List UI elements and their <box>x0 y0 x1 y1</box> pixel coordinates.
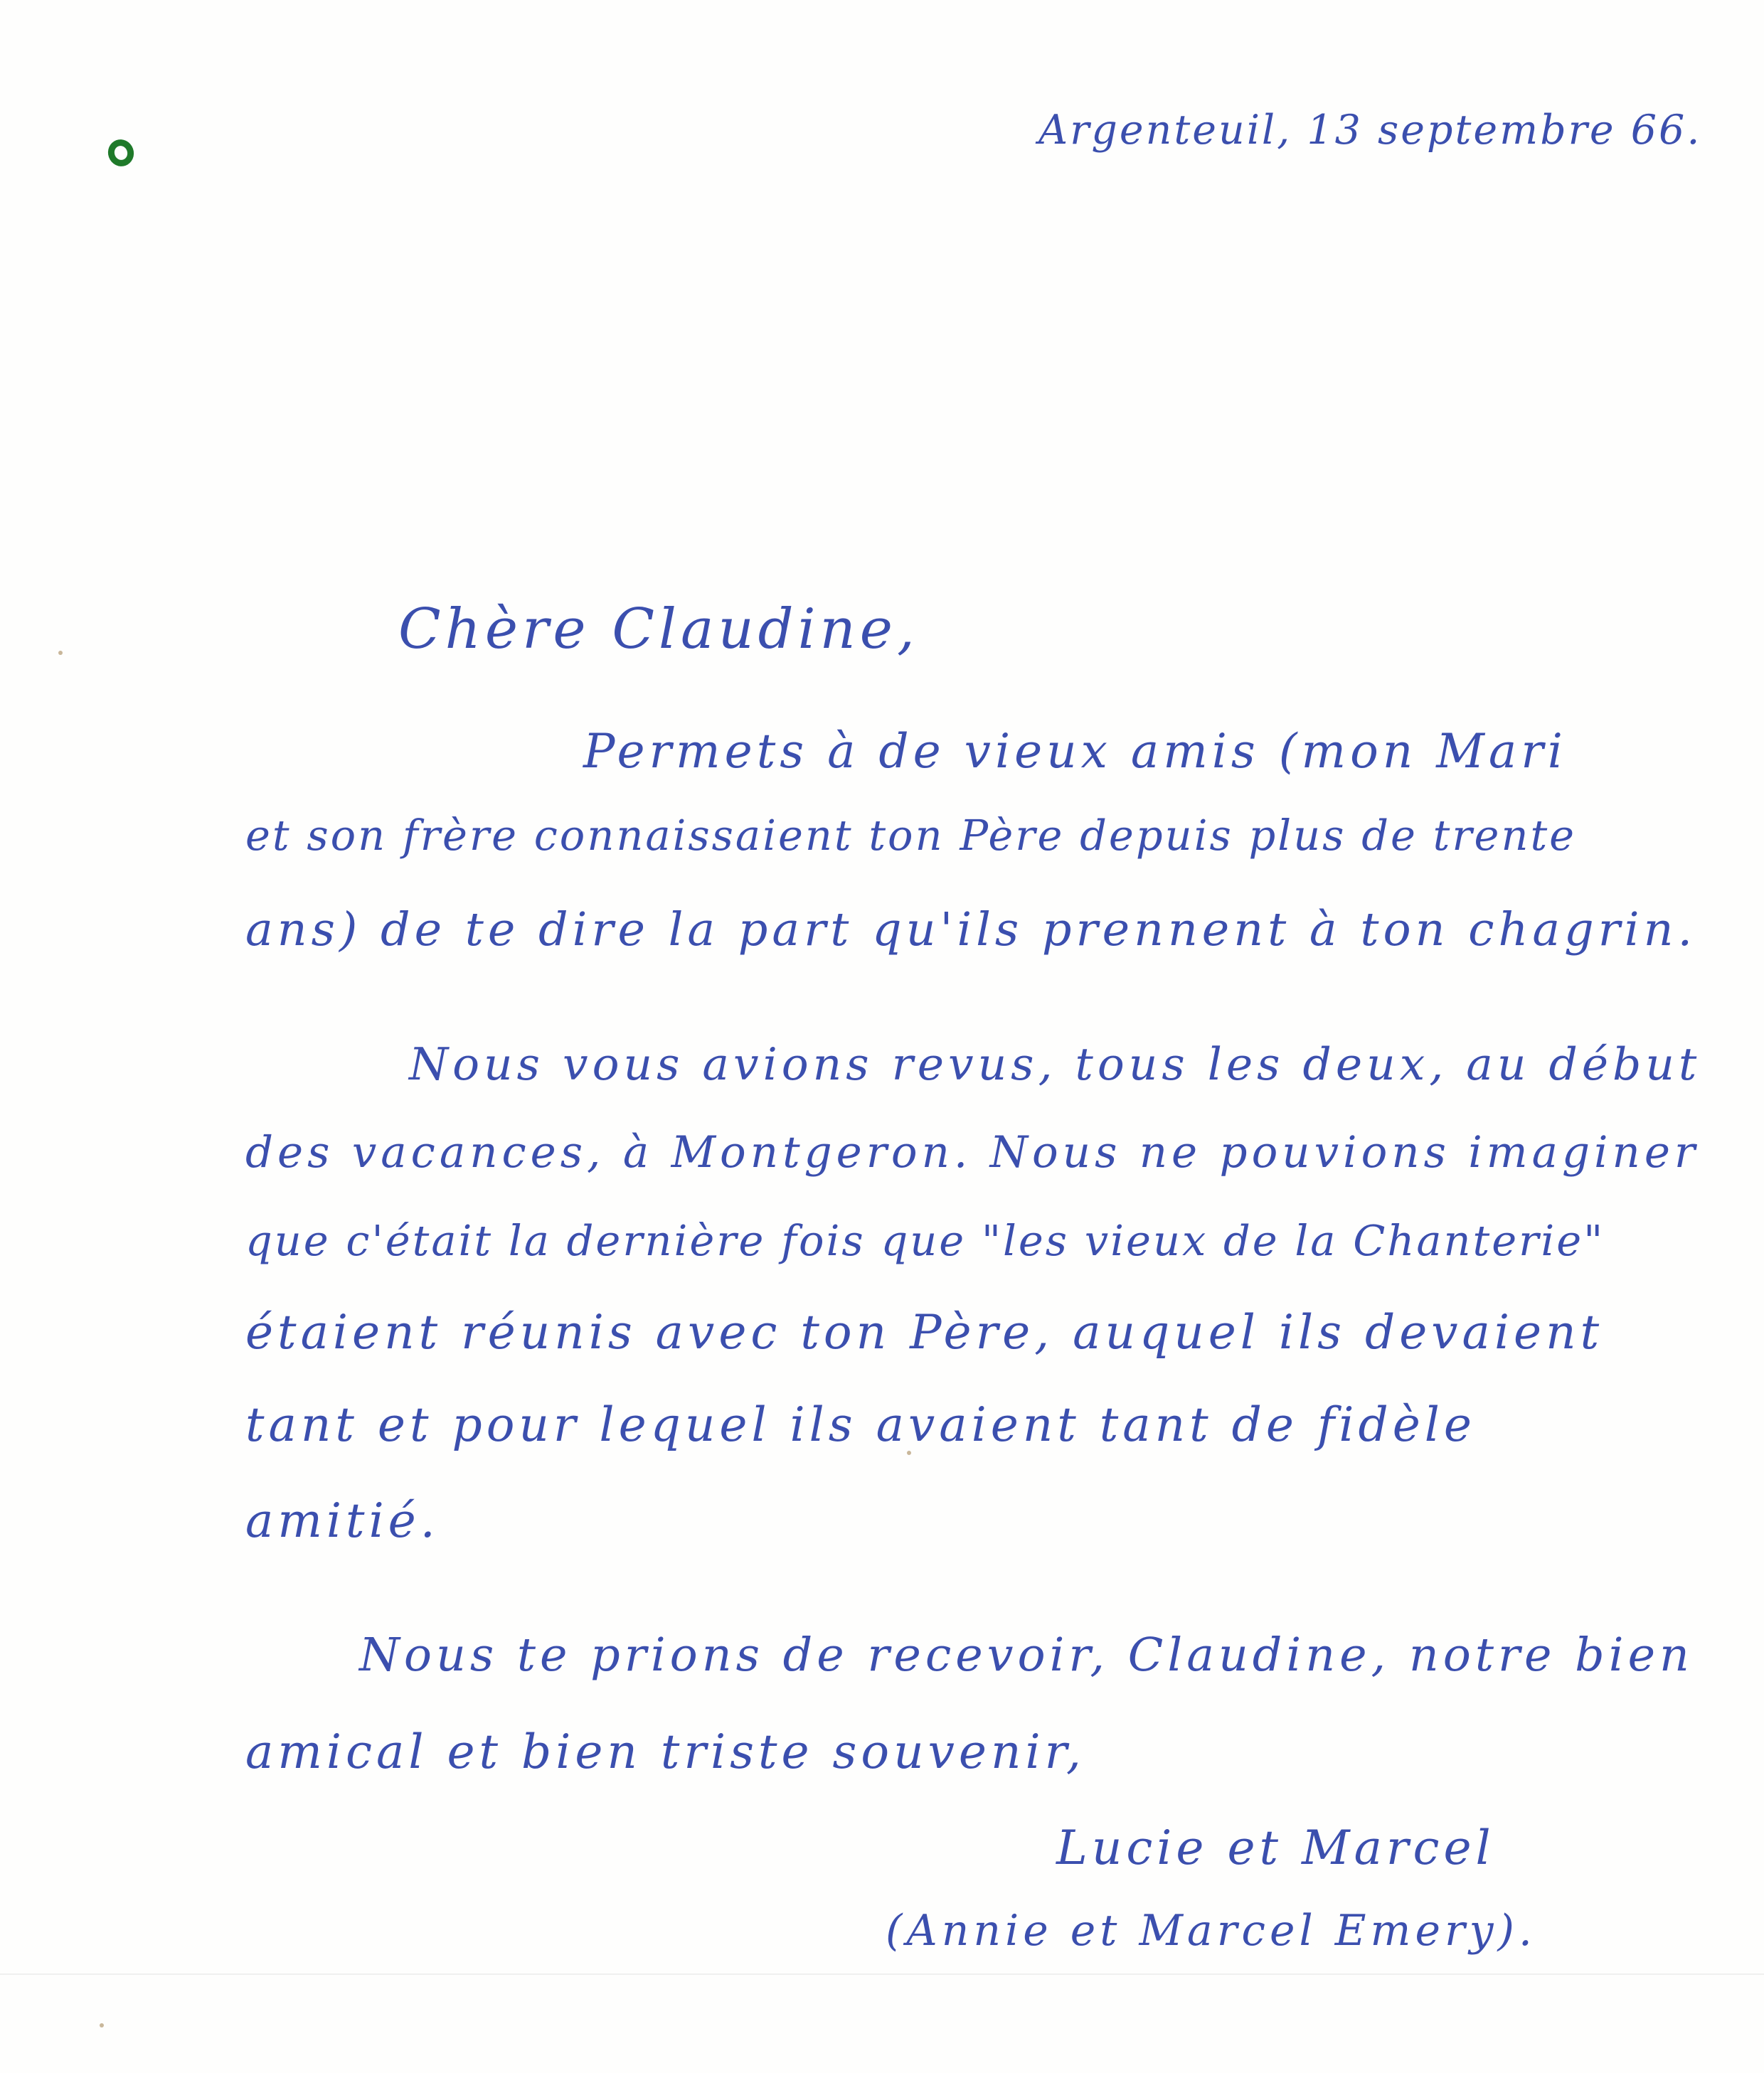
letter-salutation: Chère Claudine, <box>398 597 919 661</box>
green-ink-mark <box>105 136 138 170</box>
paper-speck <box>58 651 63 655</box>
letter-body-line: Nous vous avions revus, tous les deux, au début <box>409 1038 1701 1090</box>
letter-body-line: que c'était la dernière fois que "les vieux de la Chanterie" <box>245 1216 1605 1265</box>
letter-body-line: Permets à de vieux amis (mon Mari <box>583 724 1567 779</box>
letter-date-place: Argenteuil, 13 septembre 66. <box>1038 107 1702 154</box>
letter-body-line: amical et bien triste souvenir, <box>245 1725 1085 1779</box>
letter-body-line: ans) de te dire la part qu'ils prennent à ton chagrin. <box>245 903 1697 956</box>
letter-body-line: amitié. <box>245 1493 440 1548</box>
paper-speck <box>100 2023 104 2027</box>
letter-body-line: tant et pour lequel ils avaient tant de fidèle <box>245 1397 1476 1452</box>
letter-body-line: des vacances, à Montgeron. Nous ne pouvions imaginer <box>245 1127 1700 1178</box>
letter-body-line: étaient réunis avec ton Père, auquel ils devaient <box>245 1305 1604 1360</box>
letter-signature: Lucie et Marcel <box>1056 1821 1495 1875</box>
letter-signature-full-names: (Annie et Marcel Emery). <box>886 1906 1537 1956</box>
letter-body-line: et son frère connaissaient ton Père depuis plus de trente <box>245 811 1577 860</box>
paper-fold-line <box>0 1973 1764 1975</box>
letter-body-line: Nous te prions de recevoir, Claudine, notre bien <box>359 1629 1694 1682</box>
